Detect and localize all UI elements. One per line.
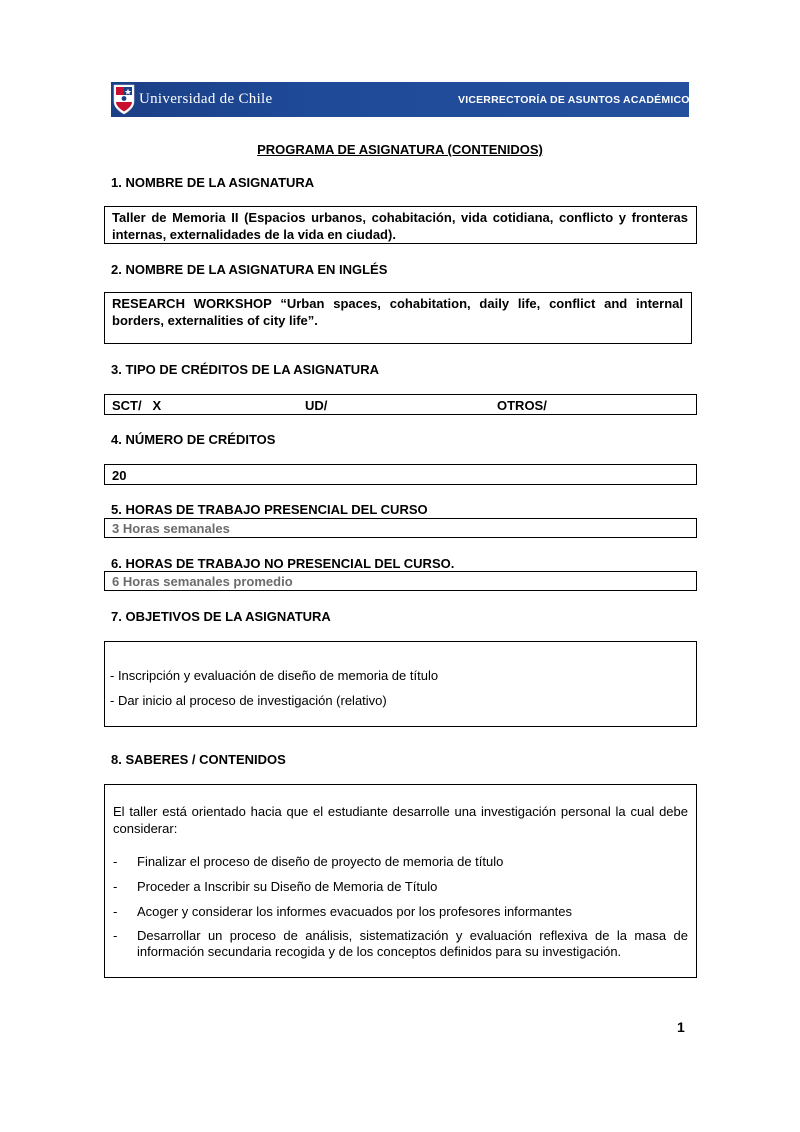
credit-number: 20: [112, 468, 127, 483]
section-6-heading: 6. HORAS DE TRABAJO NO PRESENCIAL DEL CURSO.: [111, 556, 455, 571]
university-crest-icon: [113, 84, 135, 115]
section-8-heading: 8. SABERES / CONTENIDOS: [111, 752, 286, 767]
header-banner: [111, 82, 697, 117]
credit-type-box: [104, 394, 697, 415]
list-item: [113, 928, 688, 960]
section-3-heading: 3. TIPO DE CRÉDITOS DE LA ASIGNATURA: [111, 362, 379, 377]
university-name: Universidad de Chile: [139, 91, 273, 107]
nonpresential-hours-box: [104, 571, 697, 591]
list-item-text: Desarrollar un proceso de análisis, sistematización y evaluación reflexiva de la masa de información secundaria recogida y de los conceptos definidos para su investigación.: [137, 928, 688, 959]
list-item-text: Finalizar el proceso de diseño de proyecto de memoria de título: [137, 854, 504, 869]
document-title: PROGRAMA DE ASIGNATURA (CONTENIDOS): [257, 142, 543, 157]
list-item-text: Proceder a Inscribir su Diseño de Memoria de Título: [137, 879, 438, 894]
course-name-en: RESEARCH WORKSHOP “Urban spaces, cohabitation, daily life, conflict and internal borders, externalities of city life”.: [112, 296, 683, 328]
section-1-box: [104, 206, 697, 244]
list-dash: -: [113, 928, 118, 943]
credit-otros: OTROS/: [497, 398, 547, 413]
section-7-heading: 7. OBJETIVOS DE LA ASIGNATURA: [111, 609, 331, 624]
course-name-es: Taller de Memoria II (Espacios urbanos, cohabitación, vida cotidiana, conflicto y fronteras internas, externalidades de la vida en ciudad).: [112, 210, 688, 242]
credit-sct: SCT/ X: [112, 398, 162, 413]
section-4-heading: 4. NÚMERO DE CRÉDITOS: [111, 432, 276, 447]
contents-box: [104, 784, 697, 978]
credits-box: [104, 464, 697, 485]
list-item: [113, 879, 688, 895]
objective-item: - Dar inicio al proceso de investigación (relativo): [110, 693, 387, 708]
list-dash: -: [113, 854, 118, 869]
list-item: [113, 854, 688, 870]
section-2-box: [104, 292, 692, 344]
page-number: 1: [677, 1019, 685, 1035]
nonpresential-hours: 6 Horas semanales promedio: [112, 574, 293, 589]
list-dash: -: [113, 904, 118, 919]
list-item: [113, 904, 688, 920]
list-dash: -: [113, 879, 118, 894]
section-2-heading: 2. NOMBRE DE LA ASIGNATURA EN INGLÉS: [111, 262, 388, 277]
list-item-text: Acoger y considerar los informes evacuados por los profesores informantes: [137, 904, 572, 919]
section-5-heading: 5. HORAS DE TRABAJO PRESENCIAL DEL CURSO: [111, 502, 428, 517]
presential-hours: 3 Horas semanales: [112, 521, 230, 536]
vicerrectoria-label: VICERRECTORÍA DE ASUNTOS ACADÉMICOS: [458, 94, 697, 106]
credit-ud: UD/: [305, 398, 328, 413]
section-1-heading: 1. NOMBRE DE LA ASIGNATURA: [111, 175, 315, 190]
objective-item: - Inscripción y evaluación de diseño de memoria de título: [110, 668, 439, 683]
presential-hours-box: [104, 518, 697, 538]
objectives-box: [104, 641, 697, 727]
contents-intro: El taller está orientado hacia que el estudiante desarrolle una investigación personal la cual debe considerar:: [113, 804, 688, 836]
